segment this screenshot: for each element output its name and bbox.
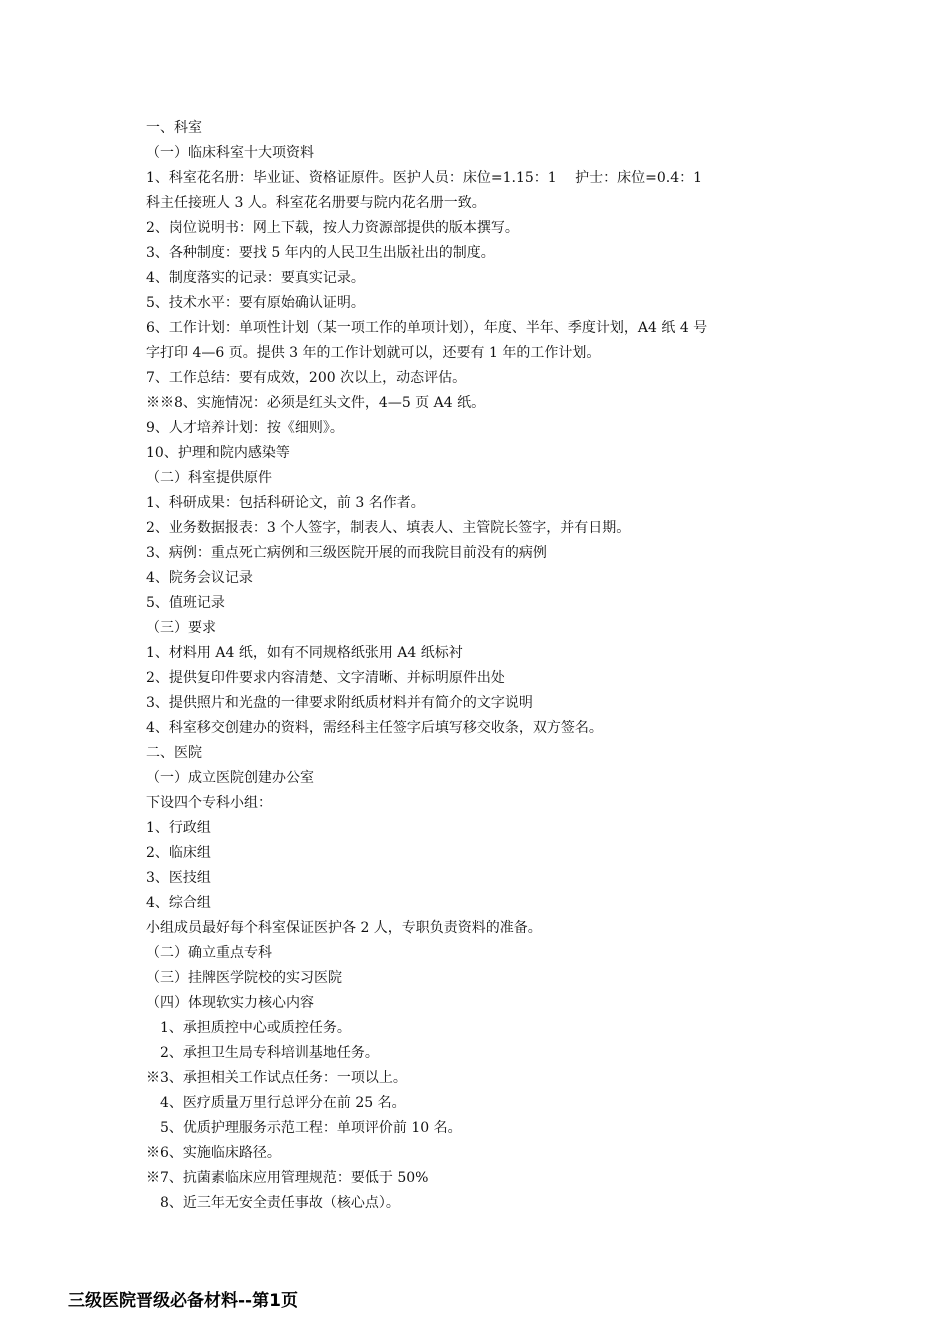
text-line: 8、近三年无安全责任事故（核心点）。 [146, 1195, 400, 1211]
text-line: 2、业务数据报表：3 个人签字，制表人、填表人、主管院长签字，并有日期。 [146, 520, 631, 536]
text-line: ※6、实施临床路径。 [146, 1145, 281, 1161]
text-line: 4、制度落实的记录：要真实记录。 [146, 270, 365, 286]
text-line: 1、科研成果：包括科研论文，前 3 名作者。 [146, 495, 425, 511]
text-line: 5、值班记录 [146, 595, 225, 611]
text-line: 10、护理和院内感染等 [146, 445, 290, 461]
text-line: 科主任接班人 3 人。科室花名册要与院内花名册一致。 [146, 195, 486, 211]
text-line: （三）挂牌医学院校的实习医院 [146, 970, 342, 986]
text-line: 下设四个专科小组： [146, 795, 272, 811]
text-line: 2、岗位说明书：网上下载，按人力资源部提供的版本撰写。 [146, 220, 519, 236]
text-line: 6、工作计划：单项性计划（某一项工作的单项计划），年度、半年、季度计划，A4 纸 4 号 [146, 320, 708, 336]
page-footer: 三级医院晋级必备材料--第1页 [68, 1291, 298, 1311]
text-line: 1、承担质控中心或质控任务。 [146, 1020, 351, 1036]
document-body [146, 116, 826, 1216]
text-line: 9、人才培养计划：按《细则》。 [146, 420, 344, 436]
text-line: ※※8、实施情况：必须是红头文件，4—5 页 A4 纸。 [146, 395, 486, 411]
text-line: （二）确立重点专科 [146, 945, 272, 961]
text-line: （三）要求 [146, 620, 216, 636]
text-line: 4、医疗质量万里行总评分在前 25 名。 [146, 1095, 406, 1111]
text-line: 4、院务会议记录 [146, 570, 253, 586]
text-line: （一）临床科室十大项资料 [146, 145, 314, 161]
text-line: 5、技术水平：要有原始确认证明。 [146, 295, 365, 311]
text-line: 4、综合组 [146, 895, 211, 911]
text-line: 3、提供照片和光盘的一律要求附纸质材料并有简介的文字说明 [146, 695, 533, 711]
text-line: ※7、抗菌素临床应用管理规范：要低于 50% [146, 1170, 429, 1186]
text-line: （四）体现软实力核心内容 [146, 995, 314, 1011]
text-line: 小组成员最好每个科室保证医护各 2 人，专职负责资料的准备。 [146, 920, 542, 936]
text-line: 3、医技组 [146, 870, 211, 886]
text-line: 3、各种制度：要找 5 年内的人民卫生出版社出的制度。 [146, 245, 495, 261]
text-line: 7、工作总结：要有成效，200 次以上，动态评估。 [146, 370, 467, 386]
text-line: 2、临床组 [146, 845, 211, 861]
text-line: 5、优质护理服务示范工程：单项评价前 10 名。 [146, 1120, 462, 1136]
text-line: 3、病例：重点死亡病例和三级医院开展的而我院目前没有的病例 [146, 545, 547, 561]
text-line: 1、科室花名册：毕业证、资格证原件。医护人员：床位=1.15：1 护士：床位=0.4：1 [146, 170, 703, 186]
text-line: 二、医院 [146, 745, 202, 761]
text-line: （一）成立医院创建办公室 [146, 770, 314, 786]
text-line: 2、承担卫生局专科培训基地任务。 [146, 1045, 379, 1061]
text-line: 1、行政组 [146, 820, 211, 836]
text-line: 2、提供复印件要求内容清楚、文字清晰、并标明原件出处 [146, 670, 505, 686]
text-line: 1、材料用 A4 纸，如有不同规格纸张用 A4 纸标衬 [146, 645, 463, 661]
text-line: （二）科室提供原件 [146, 470, 272, 486]
text-line: 4、科室移交创建办的资料，需经科主任签字后填写移交收条，双方签名。 [146, 720, 603, 736]
text-line: 一、科室 [146, 120, 202, 136]
text-line: ※3、承担相关工作试点任务：一项以上。 [146, 1070, 407, 1086]
text-line: 字打印 4—6 页。提供 3 年的工作计划就可以，还要有 1 年的工作计划。 [146, 345, 601, 361]
